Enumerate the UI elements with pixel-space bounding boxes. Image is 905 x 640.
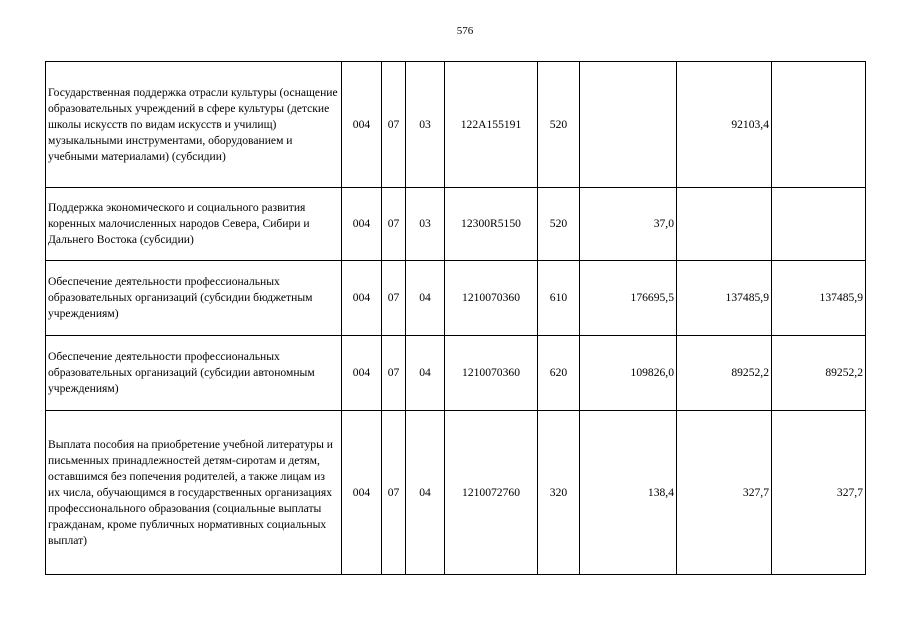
amount-2: 137485,9 <box>677 261 772 336</box>
section-code: 07 <box>382 188 406 261</box>
amount-1: 138,4 <box>580 411 677 575</box>
section-code: 07 <box>382 336 406 411</box>
table-row <box>46 336 866 411</box>
amount-2: 327,7 <box>677 411 772 575</box>
target-code: 1210070360 <box>445 336 538 411</box>
row-description: Обеспечение деятельности профессиональных образовательных организаций (субсидии автономным учреждениям) <box>46 336 342 411</box>
ministry-code: 004 <box>342 62 382 188</box>
section-code: 07 <box>382 62 406 188</box>
amount-3: 327,7 <box>772 411 866 575</box>
table-row <box>46 411 866 575</box>
target-code: 12300R5150 <box>445 188 538 261</box>
target-code: 1210070360 <box>445 261 538 336</box>
subsection-code: 03 <box>406 188 445 261</box>
budget-table <box>45 61 866 575</box>
amount-1: 109826,0 <box>580 336 677 411</box>
expense-type-code: 610 <box>538 261 580 336</box>
subsection-code: 04 <box>406 261 445 336</box>
table-row <box>46 62 866 188</box>
table-row <box>46 188 866 261</box>
target-code: 122A155191 <box>445 62 538 188</box>
section-code: 07 <box>382 411 406 575</box>
expense-type-code: 520 <box>538 188 580 261</box>
amount-2: 89252,2 <box>677 336 772 411</box>
amount-2: 92103,4 <box>677 62 772 188</box>
amount-3 <box>772 188 866 261</box>
subsection-code: 03 <box>406 62 445 188</box>
amount-1: 37,0 <box>580 188 677 261</box>
expense-type-code: 320 <box>538 411 580 575</box>
ministry-code: 004 <box>342 261 382 336</box>
expense-type-code: 620 <box>538 336 580 411</box>
ministry-code: 004 <box>342 188 382 261</box>
amount-3: 89252,2 <box>772 336 866 411</box>
row-description: Обеспечение деятельности профессиональных образовательных организаций (субсидии бюджетным учреждениям) <box>46 261 342 336</box>
ministry-code: 004 <box>342 336 382 411</box>
row-description: Выплата пособия на приобретение учебной литературы и письменных принадлежностей детям-сиротам и детям, оставшимся без попечения родителей, а также лицам из их числа, обучающимся в государственных организациях профессионального образования (социальные выплаты гражданам, кроме публичных нормативных социальных выплат) <box>46 411 342 575</box>
table-row <box>46 261 866 336</box>
amount-2 <box>677 188 772 261</box>
row-description: Государственная поддержка отрасли культуры (оснащение образовательных учреждений в сфере культуры (детские школы искусств по видам искусств и училищ) музыкальными инструментами, оборудованием и учебными материалами) (субсидии) <box>46 62 342 188</box>
amount-1: 176695,5 <box>580 261 677 336</box>
page-number: 576 <box>456 25 474 37</box>
amount-3 <box>772 62 866 188</box>
subsection-code: 04 <box>406 336 445 411</box>
expense-type-code: 520 <box>538 62 580 188</box>
target-code: 1210072760 <box>445 411 538 575</box>
amount-3: 137485,9 <box>772 261 866 336</box>
row-description: Поддержка экономического и социального развития коренных малочисленных народов Севера, Сибири и Дальнего Востока (субсидии) <box>46 188 342 261</box>
amount-1 <box>580 62 677 188</box>
subsection-code: 04 <box>406 411 445 575</box>
ministry-code: 004 <box>342 411 382 575</box>
section-code: 07 <box>382 261 406 336</box>
